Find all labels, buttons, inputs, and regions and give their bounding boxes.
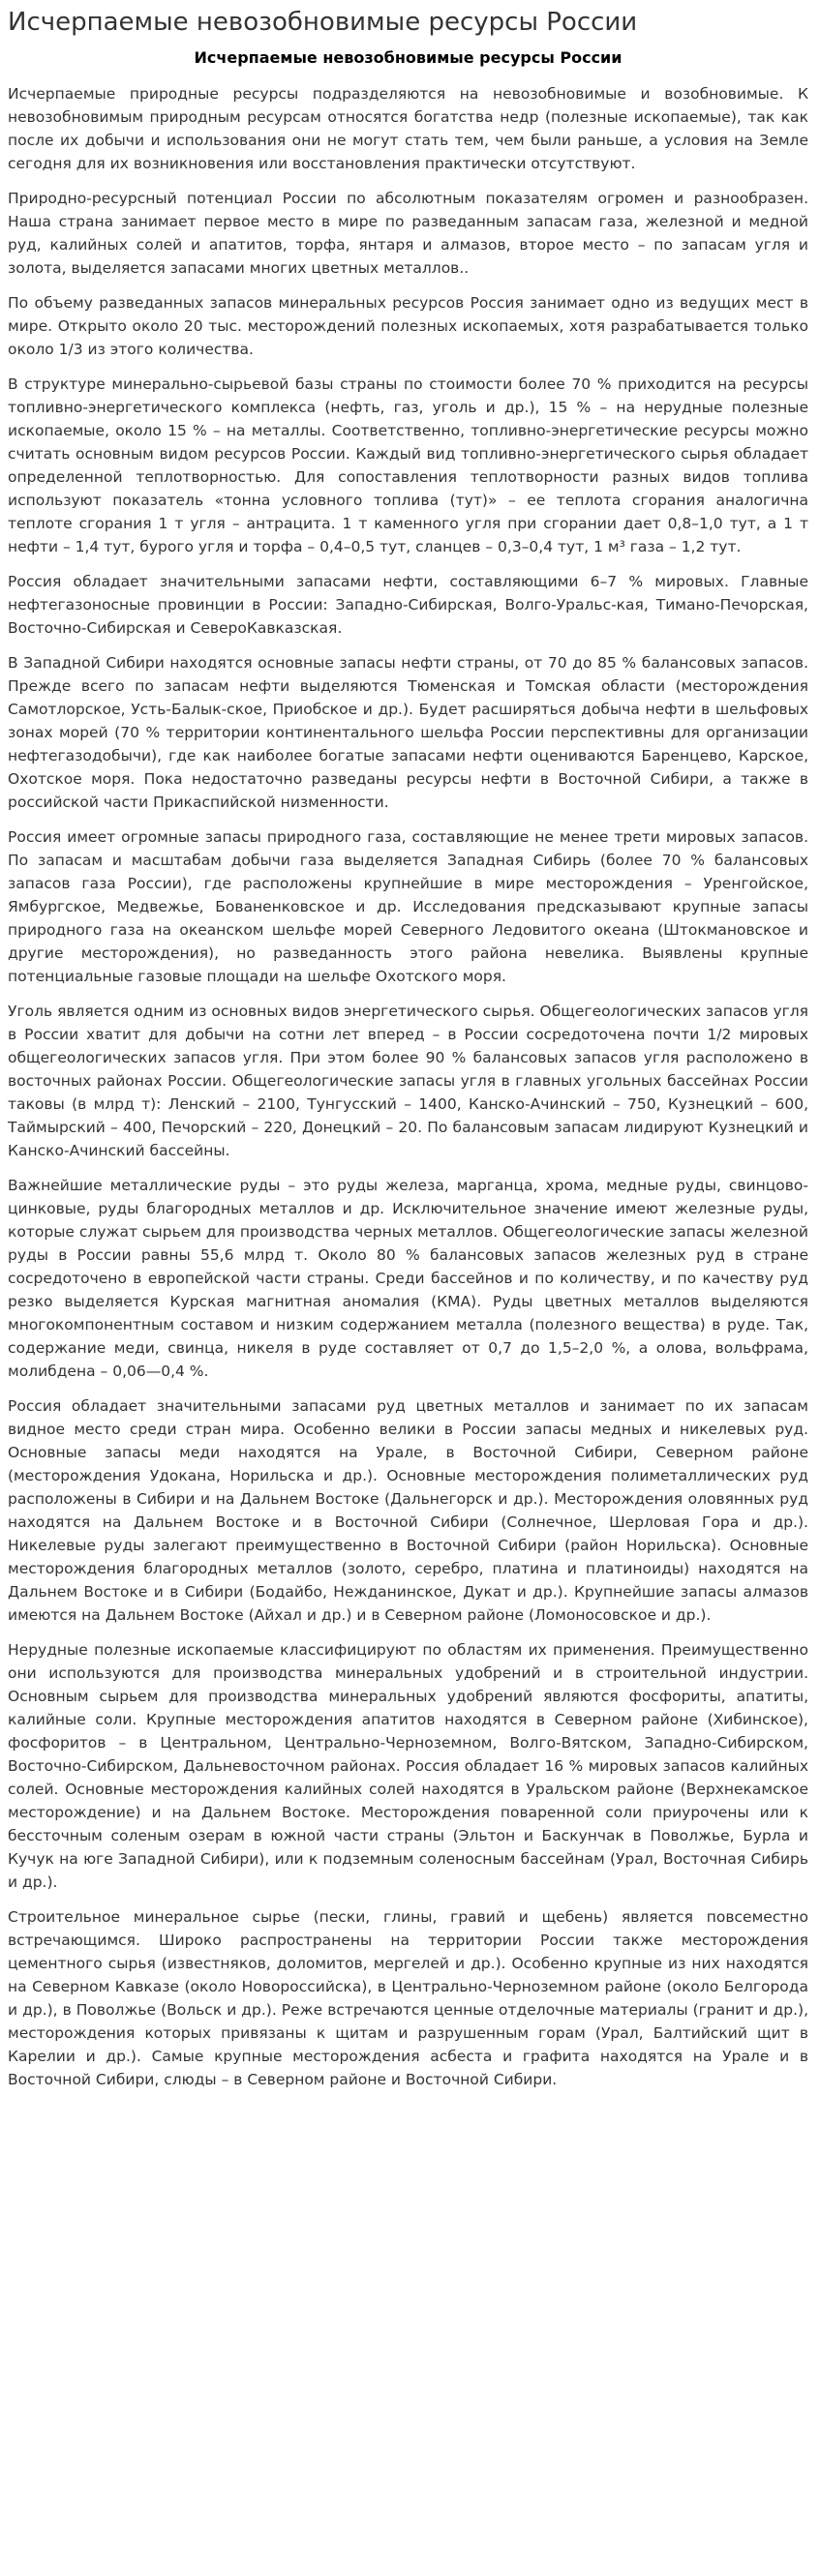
paragraph-3: По объему разведанных запасов минеральных ресурсов Россия занимает одно из ведущих мест в мире. Открыто около 20 тыс. месторождений полезных ископаемых, хотя разрабатывается только около 1/3 из этого количества. (8, 294, 808, 358)
paragraph-10: Россия обладает значительными запасами руд цветных металлов и занимает по их запасам видное место среди стран мира. Особенно велики в России запасы медных и никелевых руд. Основные запасы меди находятся на Урале, в Восточной Сибири, Северном районе (месторождения Удокана, Норильска и др.). Основные месторождения полиметаллических руд расположены в Сибири и на Дальнем Востоке (Дальнегорск и др.). Месторождения оловянных руд находятся на Дальнем Востоке и в Восточной Сибири (Солнечное, Шерловая Гора и др.). Никелевые руды залегают преимущественно в Восточной Сибири (район Норильска). Основные месторождения благородных металлов (золото, серебро, платина и платиноиды) находятся на Дальнем Востоке и в Сибири (Бодайбо, Нежданинское, Дукат и др.). Крупнейшие запасы алмазов имеются на Дальнем Востоке (Айхал и др.) и в Северном районе (Ломоносовское и др.). (8, 1397, 808, 1624)
paragraph-5: Россия обладает значительными запасами нефти, составляющими 6–7 % мировых. Главные нефтегазоносные провинции в России: Западно-Сибирская, Волго-Уральс-кая, Тимано-Печорская, Восточно-Сибирская и СевероКавказская. (8, 573, 808, 637)
paragraph-8: Уголь является одним из основных видов энергетического сырья. Общегеологических запасов угля в России хватит для добычи на сотни лет вперед – в России сосредоточена почти 1/2 мировых общегеологических запасов угля. При этом более 90 % балансовых запасов угля расположено в восточных районах России. Общегеологические запасы угля в главных угольных бассейнах России таковы (в млрд т): Ленский – 2100, Тунгусский – 1400, Канско-Ачинский – 750, Кузнецкий – 600, Таймырский – 400, Печорский – 220, Донецкий – 20. По балансовым запасам лидируют Кузнецкий и Канско-Ачинский бассейны. (8, 1003, 808, 1159)
page-title: Исчерпаемые невозобновимые ресурсы России (8, 8, 638, 37)
paragraph-1: Исчерпаемые природные ресурсы подразделяются на невозобновимые и возобновимые. К невозобновимым природным ресурсам относятся богатства недр (полезные ископаемые), так как после их добычи и использования они не могут стать тем, чем были раньше, а условия на Земле сегодня для их возникновения или восстановления практически отсутствуют. (8, 85, 808, 172)
paragraph-11: Нерудные полезные ископаемые классифицируют по областям их применения. Преимущественно они используются для производства минеральных удобрений и в строительной индустрии. Основным сырьем для производства минеральных удобрений являются фосфориты, апатиты, калийные соли. Крупные месторождения апатитов находятся в Северном районе (Хибинское), фосфоритов – в Центральном, Центрально-Черноземном, Волго-Вятском, Западно-Сибирском, Восточно-Сибирском, Дальневосточном районах. Россия обладает 16 % мировых запасов калийных солей. Основные месторождения калийных солей находятся в Уральском районе (Верхнекамское месторождение) и на Дальнем Востоке. Месторождения поваренной соли приурочены или к бессточным соленым озерам в южной части страны (Эльтон и Баскунчак в Поволжье, Бурла и Кучук на юге Западной Сибири), или к подземным соленосным бассейнам (Урал, Восточная Сибирь и др.). (8, 1641, 808, 1891)
paragraph-6: В Западной Сибири находятся основные запасы нефти страны, от 70 до 85 % балансовых запасов. Прежде всего по запасам нефти выделяются Тюменская и Томская области (месторождения Самотлорское, Усть-Балык-ское, Приобское и др.). Будет расширяться добыча нефти в шельфовых зонах морей (70 % территории континентального шельфа России перспективны для организации нефтегазодобычи), где как наиболее богатые запасами нефти оцениваются Баренцево, Карское, Охотское моря. Пока недостаточно разведаны ресурсы нефти в Восточной Сибири, а также в российской части Прикаспийской низменности. (8, 654, 808, 811)
paragraph-9: Важнейшие металлические руды – это руды железа, марганца, хрома, медные руды, свинцово-цинковые, руды благородных металлов и др. Исключительное значение имеют железные руды, которые служат сырьем для производства черных металлов. Общегеологические запасы железной руды в России равны 55,6 млрд т. Около 80 % балансовых запасов железных руд в стране сосредоточено в европейской части страны. Среди бассейнов и по количеству, и по качеству руд резко выделяется Курская магнитная аномалия (КМА). Руды цветных металлов выделяются многокомпонентным составом и низким содержанием металла (полезного вещества) в руде. Так, содержание меди, свинца, никеля в руде составляет от 0,7 до 1,5–2,0 %, а олова, вольфрама, молибдена – 0,06—0,4 %. (8, 1177, 808, 1380)
paragraph-7: Россия имеет огромные запасы природного газа, составляющие не менее трети мировых запасов. По запасам и масштабам добычи газа выделяется Западная Сибирь (более 70 % балансовых запасов газа России), где расположены крупнейшие в мире месторождения – Уренгойское, Ямбургское, Медвежье, Бованенковское и др. Исследования предсказывают крупные запасы природного газа на океанском шельфе морей Северного Ледовитого океана (Штокмановское и другие месторождения), но разведанность этого района невелика. Выявлены крупные потенциальные газовые площади на шельфе Охотского моря. (8, 828, 808, 985)
paragraph-12: Строительное минеральное сырье (пески, глины, гравий и щебень) является повсеместно встречающимся. Широко распространены на территории России также месторождения цементного сырья (известняков, доломитов, мергелей и др.). Особенно крупные из них находятся на Северном Кавказе (около Новороссийска), в Центрально-Черноземном районе (около Белгорода и др.), в Поволжье (Вольск и др.). Реже встречаются ценные отделочные материалы (гранит и др.), месторождения которых привязаны к щитам и разрушенным горам (Урал, Балтийский щит в Карелии и др.). Самые крупные месторождения асбеста и графита находятся на Урале и в Восточной Сибири, слюды – в Северном районе и Восточной Сибири. (8, 1908, 808, 2088)
article-subtitle: Исчерпаемые невозобновимые ресурсы России (194, 48, 623, 67)
paragraph-2: Природно-ресурсный потенциал России по абсолютным показателям огромен и разнообразен. Наша страна занимает первое место в мире по разведанным запасам газа, железной и медной руд, калийных солей и апатитов, торфа, янтаря и алмазов, второе место – по запасам угля и золота, выделяется запасами многих цветных металлов.. (8, 190, 808, 277)
paragraph-4: В структуре минерально-сырьевой базы страны по стоимости более 70 % приходится на ресурсы топливно-энергетического комплекса (нефть, газ, уголь и др.), 15 % – на нерудные полезные ископаемые, около 15 % – на металлы. Соответственно, топливно-энергетические ресурсы можно считать основным видом ресурсов России. Каждый вид топливно-энергетического сырья обладает определенной теплотворностью. Для сопоставления теплотворности разных видов топлива используют показатель «тонна условного топлива (тут)» – ее теплота сгорания аналогична теплоте сгорания 1 т угля – антрацита. 1 т каменного угля при сгорании дает 0,8–1,0 тут, а 1 т нефти – 1,4 тут, бурого угля и торфа – 0,4–0,5 тут, сланцев – 0,3–0,4 тут, 1 м³ газа – 1,2 тут. (8, 375, 808, 555)
